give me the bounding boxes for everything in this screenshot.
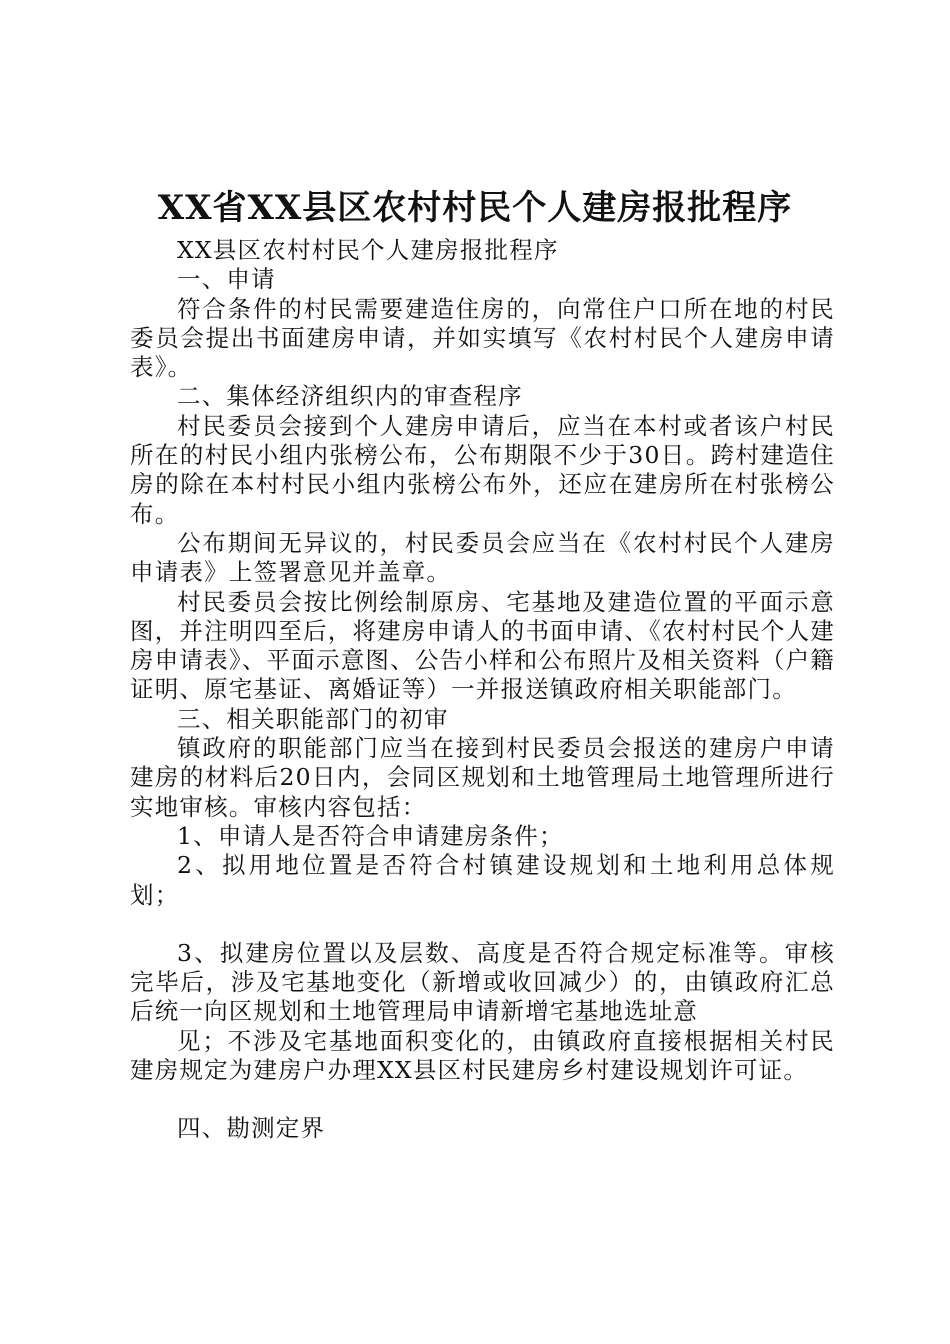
paragraph: 镇政府的职能部门应当在接到村民委员会报送的建房户申请建房的材料后20日内，会同区规划和土地管理局土地管理所进行实地审核。审核内容包括： bbox=[130, 734, 835, 821]
list-item: 1、申请人是否符合申请建房条件； bbox=[177, 821, 564, 850]
paragraph: 村民委员会按比例绘制原房、宅基地及建造位置的平面示意图，并注明四至后，将建房申请人的书面申请、《农村村民个人建房申请表》、平面示意图、公告小样和公布照片及相关资料（户籍证明、原宅基证、离婚证等）一并报送镇政府相关职能部门。 bbox=[130, 587, 835, 704]
paragraph: 见；不涉及宅基地面积变化的，由镇政府直接根据相关村民建房规定为建房户办理XX县区村民建房乡村建设规划许可证。 bbox=[130, 1026, 835, 1085]
section-heading-initial-review: 三、相关职能部门的初审 bbox=[177, 704, 449, 733]
paragraph: 公布期间无异议的，村民委员会应当在《农村村民个人建房申请表》上签署意见并盖章。 bbox=[130, 528, 835, 587]
paragraph: 村民委员会接到个人建房申请后，应当在本村或者该户村民所在的村民小组内张榜公布，公布期限不少于30日。跨村建造住房的除在本村村民小组内张榜公布外，还应在建房所在村张榜公布。 bbox=[130, 411, 835, 528]
list-item: 3、拟建房位置以及层数、高度是否符合规定标准等。审核完毕后，涉及宅基地变化（新增或收回减少）的，由镇政府汇总后统一向区规划和土地管理局申请新增宅基地选址意 bbox=[130, 938, 835, 1026]
document-title: XX省XX县区农村村民个人建房报批程序 bbox=[157, 188, 793, 228]
list-item: 2、拟用地位置是否符合村镇建设规划和土地利用总体规划； bbox=[130, 851, 835, 909]
document-body bbox=[130, 236, 835, 1144]
paragraph: 符合条件的村民需要建造住房的，向常住户口所在地的村民委员会提出书面建房申请，并如实填写《农村村民个人建房申请表》。 bbox=[130, 294, 835, 382]
section-heading-survey: 四、勘测定界 bbox=[177, 1114, 326, 1143]
section-heading-review: 二、集体经济组织内的审查程序 bbox=[177, 382, 523, 411]
section-heading-application: 一、申请 bbox=[177, 265, 276, 294]
subtitle-paragraph: XX县区农村村民个人建房报批程序 bbox=[177, 236, 559, 264]
